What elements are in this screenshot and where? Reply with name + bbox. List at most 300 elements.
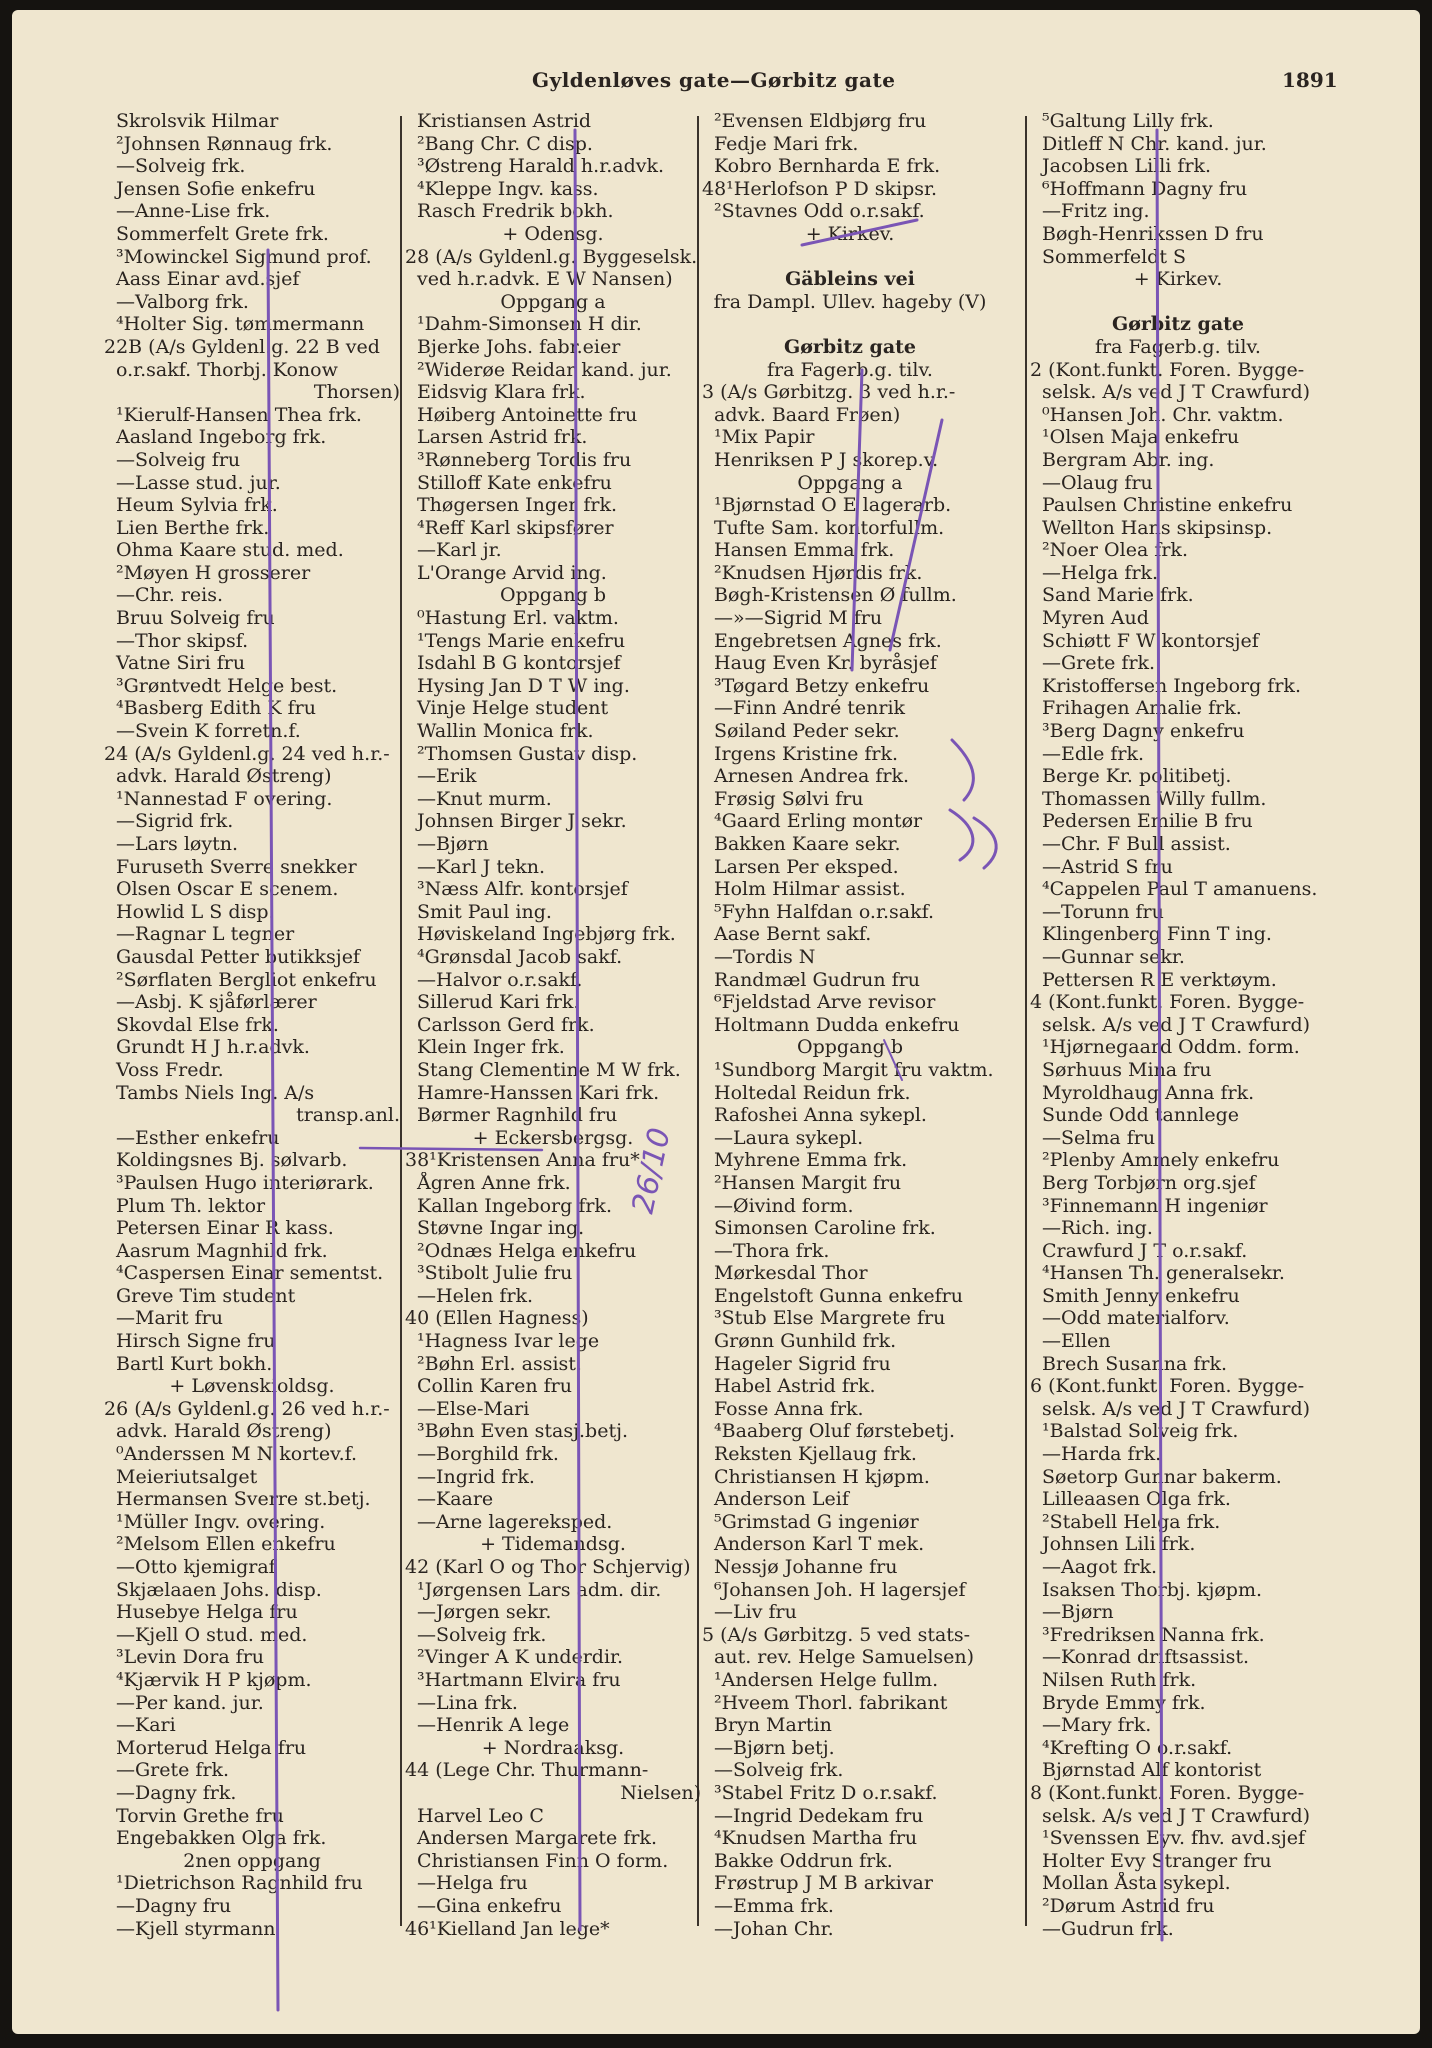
directory-entry: —Ellen <box>1042 1330 1111 1353</box>
directory-entry: —Esther enkefru <box>116 1126 280 1149</box>
directory-entry: —Fritz ing. <box>1042 200 1150 223</box>
directory-column-1 <box>104 110 400 1940</box>
directory-entry: Simonsen Caroline frk. <box>714 1217 936 1240</box>
directory-entry: Hansen Emma frk. <box>714 539 895 562</box>
directory-entry: L'Orange Arvid ing. <box>417 561 607 584</box>
directory-entry: ¹Sundborg Margit fru vaktm. <box>714 1058 994 1081</box>
directory-entry: Aasrum Magnhild frk. <box>116 1239 328 1262</box>
directory-entry: Mørkesdal Thor <box>714 1262 868 1285</box>
directory-entry: —Solveig frk. <box>417 1623 547 1646</box>
directory-entry: ¹Andersen Helge fullm. <box>714 1668 939 1691</box>
directory-entry: Larsen Astrid frk. <box>417 426 588 449</box>
directory-entry: Gørbitz gate <box>1111 313 1245 336</box>
directory-entry: Skovdal Else frk. <box>116 1013 279 1036</box>
directory-entry: Isdahl B G kontorsjef <box>417 652 621 675</box>
directory-entry: Sommerfelt Grete frk. <box>116 222 329 245</box>
directory-entry: + Eckersbergsg. <box>472 1126 634 1149</box>
directory-entry: —Karl J tekn. <box>417 855 546 878</box>
directory-entry: —Henrik A lege <box>417 1714 570 1737</box>
directory-entry: Furuseth Sverre snekker <box>116 855 357 878</box>
directory-entry: —Harda frk. <box>1042 1443 1162 1466</box>
directory-entry: Høviskeland Ingebjørg frk. <box>417 923 676 946</box>
directory-entry: Gäbleins vei <box>785 268 915 291</box>
directory-column-4 <box>1030 110 1326 1940</box>
directory-entry: Wellton Hans skipsinsp. <box>1042 516 1273 539</box>
directory-entry: Oppgang b <box>797 1036 903 1059</box>
directory-entry: ⁴Kjærvik H P kjøpm. <box>116 1668 312 1691</box>
directory-page <box>12 10 1420 2034</box>
directory-entry: Lilleaasen Olga frk. <box>1042 1488 1231 1511</box>
directory-entry: —Borghild frk. <box>417 1443 559 1466</box>
directory-entry: —Olaug fru <box>1042 471 1153 494</box>
directory-entry: Bruu Solveig fru <box>116 607 275 630</box>
directory-entry: Thorsen) <box>313 381 400 404</box>
directory-entry: 38¹Kristensen Anna fru* <box>405 1149 640 1172</box>
directory-entry: —Kjell O stud. med. <box>116 1623 308 1646</box>
directory-entry: Petersen Einar R kass. <box>116 1217 334 1240</box>
directory-entry: ved h.r.advk. E W Nansen) <box>417 268 673 291</box>
directory-entry: —Valborg frk. <box>116 290 249 313</box>
directory-entry: Habel Astrid frk. <box>714 1375 876 1398</box>
directory-entry: —Dagny frk. <box>116 1781 237 1804</box>
directory-entry: —Gudrun frk. <box>1042 1917 1174 1940</box>
directory-entry: ²Vinger A K underdir. <box>417 1646 624 1669</box>
directory-entry: + Kirkev. <box>805 222 895 245</box>
directory-entry: 26 (A/s Gyldenl.g. 26 ved h.r.- <box>104 1397 390 1420</box>
directory-entry: —Asbj. K sjåførlærer <box>116 991 317 1014</box>
directory-entry: Plum Th. lektor <box>116 1194 266 1217</box>
directory-entry: ³Paulsen Hugo interiørark. <box>116 1171 374 1194</box>
directory-entry: ⁵Fyhn Halfdan o.r.sakf. <box>714 900 934 923</box>
directory-entry: Klein Inger frk. <box>417 1036 565 1059</box>
directory-entry: Bjerke Johs. fabr.eier <box>417 335 621 358</box>
directory-entry: Koldingsnes Bj. sølvarb. <box>116 1149 348 1172</box>
directory-entry: ¹Mix Papir <box>714 426 815 449</box>
directory-entry: —Halvor o.r.sakf. <box>417 968 583 991</box>
directory-entry: Paulsen Christine enkefru <box>1042 494 1293 517</box>
directory-entry: Mollan Åsta sykepl. <box>1042 1872 1231 1895</box>
directory-entry: ²Noer Olea frk. <box>1042 539 1188 562</box>
directory-entry: ³Stabel Fritz D o.r.sakf. <box>714 1781 938 1804</box>
directory-entry: Holm Hilmar assist. <box>714 878 906 901</box>
directory-entry: —Helga frk. <box>1042 561 1159 584</box>
directory-entry: Myren Aud <box>1042 607 1149 630</box>
directory-entry: Olsen Oscar E scenem. <box>116 878 339 901</box>
directory-entry: ⁴Reff Karl skipsfører <box>417 516 614 539</box>
directory-entry: —Solveig fru <box>116 448 241 471</box>
directory-entry: ⁶Johansen Joh. H lagersjef <box>714 1578 966 1601</box>
directory-entry: Crawfurd J T o.r.sakf. <box>1042 1239 1248 1262</box>
directory-entry: ⁴Gaard Erling montør <box>714 810 923 833</box>
directory-entry: ¹Olsen Maja enkefru <box>1042 426 1240 449</box>
directory-entry: Meieriutsalget <box>116 1465 258 1488</box>
directory-entry: ⁴Krefting O o.r.sakf. <box>1042 1736 1233 1759</box>
directory-entry: —Dagny fru <box>116 1894 232 1917</box>
directory-entry: Reksten Kjellaug frk. <box>714 1443 917 1466</box>
directory-entry: advk. Harald Østreng) <box>116 1420 332 1443</box>
directory-entry: ²Hansen Margit fru <box>714 1171 902 1194</box>
directory-entry: —Solveig frk. <box>116 155 246 178</box>
directory-entry: Ditleff N Chr. kand. jur. <box>1042 132 1267 155</box>
directory-entry: —Ingrid Dedekam fru <box>714 1804 924 1827</box>
directory-entry: —Tordis N <box>714 945 816 968</box>
directory-entry: Johnsen Birger J sekr. <box>417 810 627 833</box>
directory-entry: ¹Tengs Marie enkefru <box>417 629 626 652</box>
directory-entry: —Grete frk. <box>1042 652 1156 675</box>
directory-entry: Holtmann Dudda enkefru <box>714 1013 960 1036</box>
directory-entry: Grønn Gunhild frk. <box>714 1330 897 1353</box>
directory-entry: Howlid L S disp. <box>116 900 275 923</box>
directory-entry: ²Dørum Astrid fru <box>1042 1894 1215 1917</box>
directory-entry: Johnsen Lili frk. <box>1042 1533 1196 1556</box>
directory-entry: Christiansen H kjøpm. <box>714 1465 930 1488</box>
directory-entry: —Bjørn <box>1042 1601 1114 1624</box>
directory-entry: selsk. A/s ved J T Crawfurd) <box>1042 1013 1311 1036</box>
directory-entry: ¹Jørgensen Lars adm. dir. <box>417 1578 662 1601</box>
directory-entry: Nilsen Ruth frk. <box>1042 1668 1197 1691</box>
directory-entry: Collin Karen fru <box>417 1375 572 1398</box>
directory-entry: ⁴Basberg Edith K fru <box>116 697 316 720</box>
directory-entry: Myroldhaug Anna frk. <box>1042 1081 1255 1104</box>
directory-entry: —Rich. ing. <box>1042 1217 1153 1240</box>
directory-entry: Schiøtt F W kontorsjef <box>1042 629 1259 652</box>
directory-entry: Hirsch Signe fru <box>116 1330 276 1353</box>
directory-entry: —Grete frk. <box>116 1759 230 1782</box>
directory-entry: Søetorp Gunnar bakerm. <box>1042 1465 1282 1488</box>
directory-entry: ³Rønneberg Tordis fru <box>417 448 632 471</box>
directory-entry: —Astrid S fru <box>1042 855 1173 878</box>
directory-entry: Grundt H J h.r.advk. <box>116 1036 310 1059</box>
directory-entry: ³Stibolt Julie fru <box>417 1262 573 1285</box>
directory-entry: Fedje Mari frk. <box>714 132 859 155</box>
directory-entry: —Emma frk. <box>714 1894 834 1917</box>
directory-entry: —Helen frk. <box>417 1284 534 1307</box>
directory-entry: fra Dampl. Ullev. hageby (V) <box>713 290 987 313</box>
directory-entry: —Selma fru <box>1042 1126 1156 1149</box>
directory-entry: Engebakken Olga frk. <box>116 1827 327 1850</box>
directory-entry: Støvne Ingar ing. <box>417 1217 585 1240</box>
directory-entry: ¹Dahm-Simonsen H dir. <box>417 313 642 336</box>
directory-entry: ²Hveem Thorl. fabrikant <box>714 1691 948 1714</box>
directory-entry: + Kirkev. <box>1133 268 1223 291</box>
directory-entry: 22B (A/s Gyldenl.g. 22 B ved <box>104 335 380 358</box>
directory-entry: Myhrene Emma frk. <box>714 1149 908 1172</box>
directory-entry: Oppgang b <box>500 584 606 607</box>
directory-entry: Bryde Emmy frk. <box>1042 1691 1206 1714</box>
directory-entry: —Lars løytn. <box>116 833 238 855</box>
directory-entry: Bakken Kaare sekr. <box>714 833 901 855</box>
directory-entry: ²Sørflaten Bergliot enkefru <box>116 968 377 991</box>
directory-entry: ³Hartmann Elvira fru <box>417 1668 621 1691</box>
directory-entry: ⁰Hansen Joh. Chr. vaktm. <box>1042 403 1284 426</box>
directory-entry: Kristoffersen Ingeborg frk. <box>1042 674 1301 697</box>
directory-entry: Aass Einar avd.sjef <box>116 268 300 291</box>
directory-entry: fra Fagerb.g. tilv. <box>1095 335 1261 358</box>
directory-entry: ¹Hagness Ivar lege <box>417 1330 600 1353</box>
directory-entry: Holter Evy Stranger fru <box>1042 1849 1272 1872</box>
directory-entry: Isaksen Thorbj. kjøpm. <box>1042 1578 1262 1601</box>
directory-entry: 4 (Kont.funkt. Foren. Bygge- <box>1030 991 1305 1014</box>
directory-entry: Fosse Anna frk. <box>714 1397 864 1420</box>
directory-entry: Kallan Ingeborg frk. <box>417 1194 612 1217</box>
directory-entry: + Odensg. <box>502 222 604 245</box>
directory-entry: —Bjørn betj. <box>714 1736 835 1759</box>
directory-entry: —Gina enkefru <box>417 1894 562 1917</box>
directory-entry <box>702 246 998 269</box>
directory-entry: Nessjø Johanne fru <box>714 1556 898 1578</box>
directory-entry: Børmer Ragnhild fru <box>417 1104 618 1127</box>
directory-entry: Hageler Sigrid fru <box>714 1352 891 1375</box>
directory-entry: ¹Kierulf-Hansen Thea frk. <box>116 403 362 426</box>
directory-entry: Bjørnstad Alf kontorist <box>1042 1759 1262 1782</box>
directory-entry: Frøstrup J M B arkivar <box>714 1872 933 1895</box>
directory-entry: Anderson Leif <box>714 1488 849 1511</box>
directory-entry: aut. rev. Helge Samuelsen) <box>714 1646 975 1669</box>
margin-note: 26/10 <box>625 1124 678 1217</box>
directory-entry: ⁶Hoffmann Dagny fru <box>1042 177 1248 200</box>
directory-entry: Rasch Fredrik bokh. <box>417 200 614 223</box>
directory-entry: Heum Sylvia frk. <box>116 494 278 517</box>
directory-entry: —Øivind form. <box>714 1194 854 1217</box>
directory-entry: Ågren Anne frk. <box>417 1171 571 1194</box>
directory-entry: Randmæl Gudrun fru <box>714 968 920 991</box>
directory-entry: 2nen oppgang <box>183 1849 321 1872</box>
directory-entry: Aasland Ingeborg frk. <box>116 426 327 449</box>
page-number: 1891 <box>1282 68 1338 92</box>
directory-entry: ⁵Galtung Lilly frk. <box>1042 110 1214 132</box>
directory-entry: + Løvenskioldsg. <box>169 1375 335 1398</box>
directory-entry: Jacobsen Lilli frk. <box>1042 155 1212 178</box>
directory-entry: 44 (Lege Chr. Thurmann- <box>405 1759 649 1782</box>
directory-entry: selsk. A/s ved J T Crawfurd) <box>1042 381 1311 404</box>
directory-column-3 <box>702 110 998 1940</box>
directory-entry: —Gunnar sekr. <box>1042 945 1185 968</box>
directory-entry: Bakke Oddrun frk. <box>714 1849 893 1872</box>
directory-entry: 6 (Kont.funkt. Foren. Bygge- <box>1030 1375 1305 1398</box>
directory-entry: —Svein K forretn.f. <box>116 720 301 743</box>
directory-entry: Vatne Siri fru <box>116 652 246 675</box>
directory-entry: —Thora frk. <box>714 1239 830 1262</box>
directory-entry: ²Melsom Ellen enkefru <box>116 1533 336 1556</box>
directory-entry: —Arne lagereksped. <box>417 1510 613 1533</box>
directory-entry: Wallin Monica frk. <box>417 720 594 743</box>
directory-entry: —Lina frk. <box>417 1691 518 1714</box>
directory-entry: Tambs Niels Ing. A/s <box>116 1081 315 1104</box>
directory-entry: ³Mowinckel Sigmund prof. <box>116 245 372 268</box>
directory-entry: Frihagen Amalie frk. <box>1042 697 1242 720</box>
column-rule <box>1025 116 1027 1926</box>
directory-entry: Tufte Sam. kontorfullm. <box>714 516 945 539</box>
directory-entry: Husebye Helga fru <box>116 1601 298 1624</box>
directory-entry: Sunde Odd tannlege <box>1042 1104 1240 1127</box>
column-rule <box>400 116 402 1926</box>
directory-entry: ¹Müller Ingv. overing. <box>116 1510 326 1533</box>
directory-entry: ⁰Hastung Erl. vaktm. <box>417 607 619 630</box>
directory-entry: Gørbitz gate <box>783 335 917 358</box>
directory-entry: Høiberg Antoinette fru <box>417 403 638 426</box>
directory-entry: —Edle frk. <box>1042 742 1145 765</box>
directory-entry: —Else-Mari <box>417 1397 530 1420</box>
directory-entry: ²Bøhn Erl. assist. <box>417 1352 582 1375</box>
directory-entry: Søiland Peder sekr. <box>714 720 900 743</box>
directory-entry: —Jørgen sekr. <box>417 1601 552 1624</box>
directory-entry: —Knut murm. <box>417 787 552 810</box>
directory-entry: —Chr. reis. <box>116 584 224 607</box>
directory-entry: —Konrad driftsassist. <box>1042 1646 1250 1669</box>
directory-entry: —Lasse stud. jur. <box>116 471 281 494</box>
directory-entry: 40 (Ellen Hagness) <box>405 1307 589 1330</box>
directory-entry: ¹Dietrichson Ragnhild fru <box>116 1872 363 1895</box>
directory-entry: + Tidemandsg. <box>480 1533 626 1556</box>
directory-entry: Harvel Leo C <box>417 1804 544 1827</box>
directory-entry: Bøgh-Henrikssen D fru <box>1042 222 1264 245</box>
directory-entry: —Liv fru <box>714 1601 797 1624</box>
directory-entry: Holtedal Reidun frk. <box>714 1081 911 1104</box>
directory-entry: Irgens Kristine frk. <box>714 742 899 765</box>
directory-entry: —Thor skipsf. <box>116 629 249 652</box>
directory-entry: 2 (Kont.funkt. Foren. Bygge- <box>1030 358 1305 381</box>
directory-entry: —Karl jr. <box>417 539 502 562</box>
directory-entry: Greve Tim student <box>116 1284 296 1307</box>
directory-entry: Sand Marie frk. <box>1042 584 1194 607</box>
directory-entry: ²Plenby Ammely enkefru <box>1042 1149 1280 1172</box>
directory-entry: ⁴Hansen Th. generalsekr. <box>1042 1262 1285 1285</box>
directory-entry: Nielsen) <box>620 1781 701 1804</box>
directory-entry: Smit Paul ing. <box>417 900 552 923</box>
directory-entry: Hamre-Hanssen Kari frk. <box>417 1081 660 1104</box>
directory-entry: Kristiansen Astrid <box>417 110 592 132</box>
directory-entry: —Ragnar L tegner <box>116 923 295 946</box>
directory-entry: Stang Clementine M W frk. <box>417 1058 681 1081</box>
directory-entry: —Finn André tenrik <box>714 697 906 720</box>
directory-entry: Stilloff Kate enkefru <box>417 471 612 494</box>
directory-entry: —Solveig frk. <box>714 1759 844 1782</box>
directory-entry: ²Knudsen Hjørdis frk. <box>714 561 923 584</box>
directory-entry: ⁴Grønsdal Jacob sakf. <box>417 945 623 968</box>
directory-entry: Christiansen Finn O form. <box>417 1849 669 1872</box>
directory-entry: ²Møyen H grosserer <box>116 561 311 584</box>
directory-entry: 5 (A/s Gørbitzg. 5 ved stats- <box>702 1623 971 1646</box>
directory-entry: Kobro Bernharda E frk. <box>714 155 941 178</box>
directory-entry: —Mary frk. <box>1042 1714 1152 1737</box>
directory-entry: Arnesen Andrea frk. <box>714 765 910 788</box>
directory-entry: Anderson Karl T mek. <box>714 1533 925 1556</box>
directory-entry: 46¹Kielland Jan lege* <box>405 1917 610 1940</box>
directory-entry: fra Fagerb.g. tilv. <box>767 358 933 381</box>
directory-entry: ⁴Cappelen Paul T amanuens. <box>1042 878 1318 901</box>
directory-entry: Gausdal Petter butikksjef <box>116 945 360 968</box>
directory-entry: —Odd materialforv. <box>1042 1307 1230 1330</box>
directory-entry: Voss Fredr. <box>116 1058 224 1081</box>
directory-entry: Skrolsvik Hilmar <box>116 110 279 132</box>
directory-entry: ²Johnsen Rønnaug frk. <box>116 132 333 155</box>
directory-entry: —Kjell styrmann <box>116 1917 276 1940</box>
directory-entry: Sommerfeldt S <box>1042 245 1187 268</box>
directory-entry <box>702 313 998 336</box>
directory-entry: ⁶Fjeldstad Arve revisor <box>714 991 936 1014</box>
directory-entry: Lien Berthe frk. <box>116 516 270 539</box>
directory-entry: Vinje Helge student <box>417 697 609 720</box>
directory-entry: ³Finnemann H ingeniør <box>1042 1194 1268 1217</box>
directory-entry: ²Odnæs Helga enkefru <box>417 1239 637 1262</box>
directory-entry: —Kaare <box>417 1488 494 1511</box>
directory-entry: —Marit fru <box>116 1307 223 1330</box>
directory-entry: —Otto kjemigraf <box>116 1556 276 1578</box>
directory-entry: Bartl Kurt bokh. <box>116 1352 273 1375</box>
directory-entry: —Helga fru <box>417 1872 528 1895</box>
directory-entry: Aase Bernt sakf. <box>714 923 872 946</box>
directory-entry: Berg Torbjørn org.sjef <box>1042 1171 1256 1194</box>
directory-entry: Pettersen R E verktøym. <box>1042 968 1277 991</box>
directory-entry: advk. Baard Frøen) <box>714 403 901 426</box>
directory-entry: transp.anl. <box>296 1104 400 1127</box>
directory-entry: Larsen Per eksped. <box>714 855 899 878</box>
directory-entry: 24 (A/s Gyldenl.g. 24 ved h.r.- <box>104 742 390 765</box>
directory-entry: Eidsvig Klara frk. <box>417 381 586 404</box>
directory-entry: Smith Jenny enkefru <box>1042 1284 1240 1307</box>
directory-entry: Torvin Grethe fru <box>116 1804 284 1827</box>
directory-entry: —»—Sigrid M fru <box>714 607 883 630</box>
directory-entry: ²Stavnes Odd o.r.sakf. <box>714 200 925 223</box>
directory-entry: ¹Bjørnstad O E lagerarb. <box>714 494 952 517</box>
directory-entry: Rafoshei Anna sykepl. <box>714 1104 927 1127</box>
directory-entry: Morterud Helga fru <box>116 1736 307 1759</box>
running-title: Gyldenløves gate—Gørbitz gate <box>532 68 896 92</box>
directory-entry: o.r.sakf. Thorbj. Konow <box>116 358 338 381</box>
directory-entry: Oppgang a <box>500 290 606 313</box>
directory-entry: ³Levin Dora fru <box>116 1646 265 1669</box>
directory-entry: 3 (A/s Gørbitzg. 3 ved h.r.- <box>702 381 956 404</box>
directory-entry: Berge Kr. politibetj. <box>1042 765 1232 788</box>
directory-entry: Bergram Abr. ing. <box>1042 448 1215 471</box>
directory-entry: 48¹Herlofson P D skipsr. <box>702 177 938 200</box>
directory-entry: Brech Susanna frk. <box>1042 1352 1228 1375</box>
directory-entry: ³Tøgard Betzy enkefru <box>714 674 930 697</box>
directory-entry: ³Grøntvedt Helge best. <box>116 674 338 697</box>
directory-entry: —Ingrid frk. <box>417 1465 535 1488</box>
directory-entry: ¹Balstad Solveig frk. <box>1042 1420 1239 1443</box>
directory-entry: ³Fredriksen Nanna frk. <box>1042 1623 1265 1646</box>
directory-entry: Engelstoft Gunna enkefru <box>714 1284 963 1307</box>
directory-entry: —Per kand. jur. <box>116 1691 264 1714</box>
directory-entry: 28 (A/s Gyldenl.g. Byggeselsk. <box>405 245 698 268</box>
directory-entry: —Kari <box>116 1714 176 1737</box>
directory-entry: Haug Even Kr. byråsjef <box>714 652 937 675</box>
directory-entry: ²Stabell Helga frk. <box>1042 1510 1221 1533</box>
directory-entry: —Chr. F Bull assist. <box>1042 833 1231 855</box>
directory-entry: —Johan Chr. <box>714 1917 834 1940</box>
directory-entry: 8 (Kont.funkt. Foren. Bygge- <box>1030 1781 1305 1804</box>
directory-entry: —Erik <box>417 765 477 788</box>
directory-entry: Pedersen Emilie B fru <box>1042 810 1253 833</box>
directory-entry: ⁴Baaberg Oluf førstebetj. <box>714 1420 956 1443</box>
directory-entry: ⁴Kleppe Ingv. kass. <box>417 177 599 200</box>
directory-entry: —Sigrid frk. <box>116 810 234 833</box>
directory-entry: 42 (Karl O og Thor Schjervig) <box>405 1556 691 1578</box>
directory-entry: Sillerud Kari frk. <box>417 991 580 1014</box>
directory-entry: ⁵Grimstad G ingeniør <box>714 1510 919 1533</box>
directory-entry: ³Østreng Harald h.r.advk. <box>417 155 665 178</box>
directory-entry: Carlsson Gerd frk. <box>417 1013 595 1036</box>
directory-entry: ¹Svenssen Eyv. fhv. avd.sjef <box>1042 1827 1306 1850</box>
directory-entry: Hysing Jan D T W ing. <box>417 674 630 697</box>
directory-entry: ³Næss Alfr. kontorsjef <box>417 878 628 901</box>
directory-column-2 <box>405 110 701 1940</box>
directory-entry: Klingenberg Finn T ing. <box>1042 923 1272 946</box>
directory-entry: Bøgh-Kristensen Ø fullm. <box>714 584 957 607</box>
directory-entry: Thomassen Willy fullm. <box>1042 787 1267 810</box>
directory-entry: Sørhuus Mina fru <box>1042 1058 1212 1081</box>
